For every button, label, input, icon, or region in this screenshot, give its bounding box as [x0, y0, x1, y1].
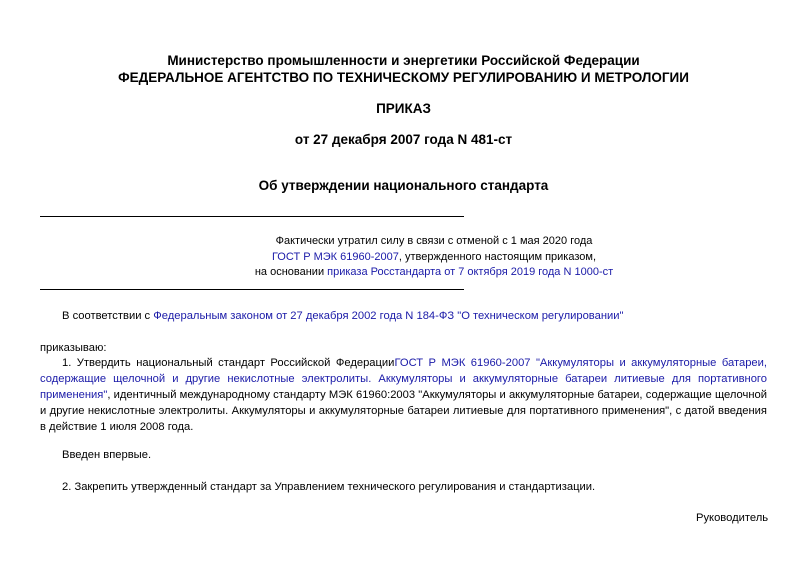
- federal-law-link[interactable]: Федеральным законом от 27 декабря 2002 года N 184-ФЗ "О техническом регулировании": [153, 310, 624, 322]
- gost-link[interactable]: ГОСТ Р МЭК 61960-2007: [271, 251, 399, 263]
- doc-type: ПРИКАЗ: [376, 101, 431, 116]
- item-2-paragraph: 2. Закрепить утвержденный стандарт за Управлением технического регулирования и стандартизации.: [62, 481, 596, 493]
- status-note-line2-rest: , утвержденного настоящим приказом,: [398, 251, 597, 263]
- gost-standard-link[interactable]: ГОСТ Р МЭК 61960-2007 "Аккумуляторы и аккумуляторные батареи, содержащие щелочной и другие некислотные электролиты. Аккумуляторы и аккумуляторные батареи литиевые для портативного применения": [40, 357, 767, 401]
- item-1-rest: , идентичный международному стандарту МЭК 61960:2003 "Аккумуляторы и аккумуляторные батареи, содержащие щелочной и другие некислотные электролиты. Аккумуляторы и аккумуляторные батареи литиевые для портативного применения", с датой введения в действие 1 июля 2008 года.: [40, 389, 767, 433]
- top-divider: [40, 216, 464, 217]
- status-note-line2: [40, 251, 807, 263]
- status-note-line3-pre: на основании: [254, 266, 328, 278]
- status-note-line3: [40, 266, 807, 278]
- agency-title: ФЕДЕРАЛЬНОЕ АГЕНТСТВО ПО ТЕХНИЧЕСКОМУ РЕГУЛИРОВАНИЮ И МЕТРОЛОГИИ: [118, 70, 689, 85]
- intro-paragraph: [62, 308, 624, 324]
- doc-subject: Об утверждении национального стандарта: [258, 178, 549, 193]
- status-note-line1: Фактически утратил силу в связи с отменой с 1 мая 2020 года: [275, 235, 593, 247]
- orders-word: приказываю:: [40, 342, 107, 354]
- signature-title: Руководитель: [696, 512, 769, 524]
- ministry-title: Министерство промышленности и энергетики Российской Федерации: [167, 53, 640, 68]
- intro-pre: В соответствии с: [62, 310, 154, 322]
- doc-date-number: от 27 декабря 2007 года N 481-ст: [294, 132, 513, 147]
- bottom-divider: [40, 289, 464, 290]
- first-introduced-note: Введен впервые.: [62, 449, 152, 461]
- rosstandart-order-link[interactable]: приказа Росстандарта от 7 октября 2019 года N 1000-ст: [327, 266, 614, 278]
- item-1-pre: 1. Утвердить национальный стандарт Российской Федерации: [62, 357, 395, 369]
- item-1-paragraph: [40, 355, 767, 435]
